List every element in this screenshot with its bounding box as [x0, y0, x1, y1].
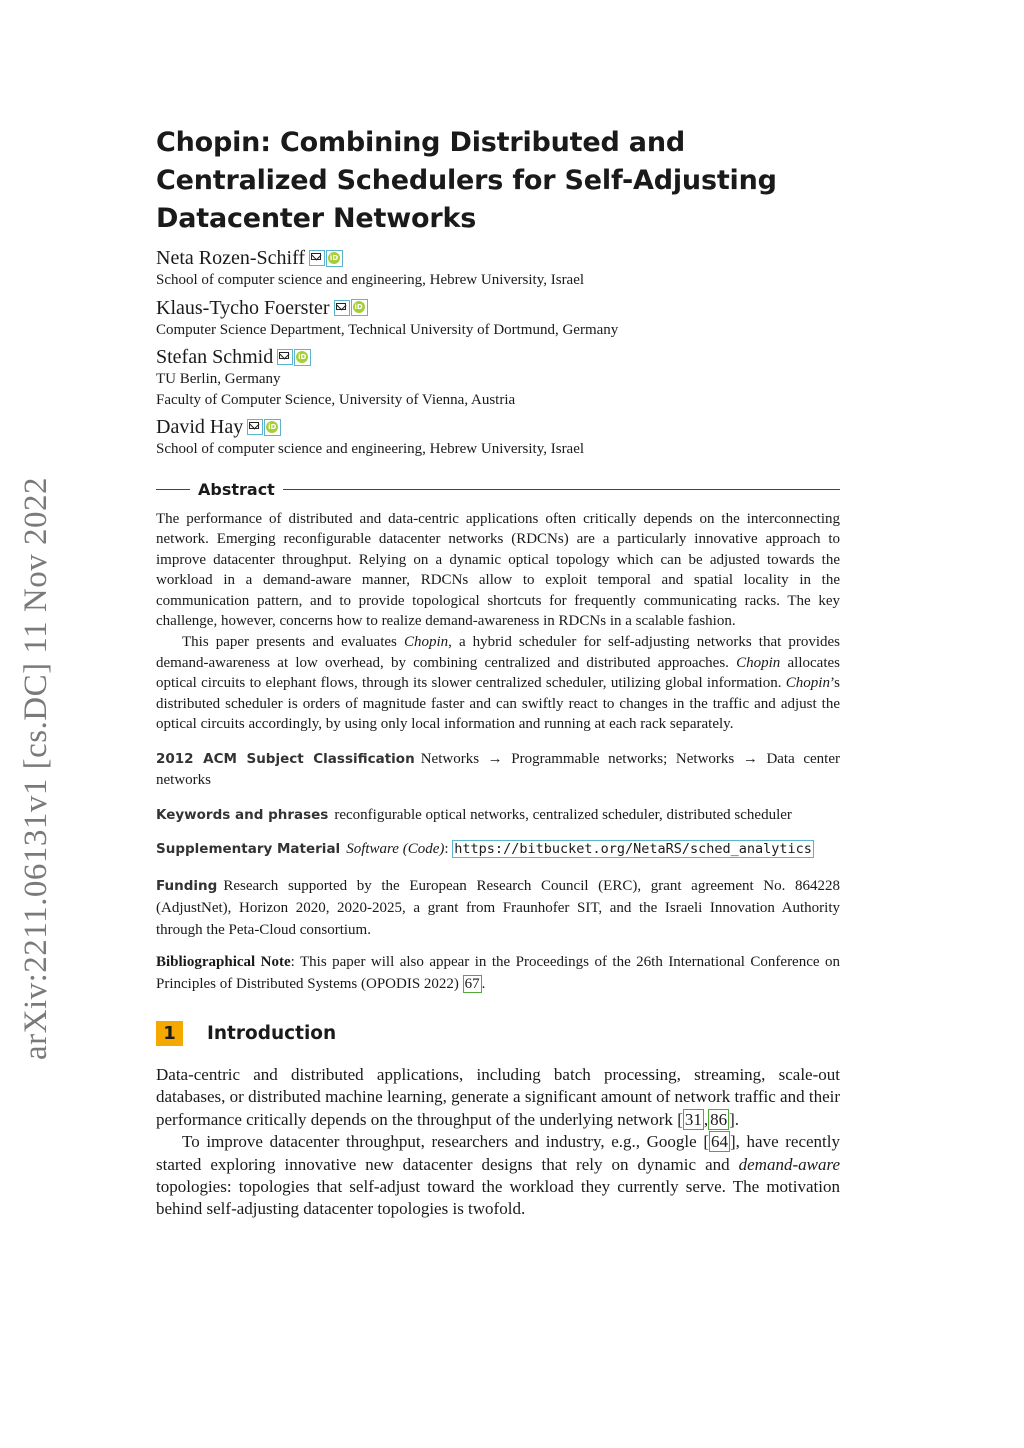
orcid-icon-label: iD [268, 422, 277, 431]
chopin-name: Chopin [785, 675, 830, 692]
author-line [156, 296, 840, 320]
author-affiliation: School of computer science and engineering, Hebrew University, Israel [156, 441, 585, 457]
supplementary-kind: Software (Code) [346, 841, 445, 858]
author-block [156, 415, 840, 460]
author-contact-icons [277, 349, 311, 366]
chopin-name: Chopin [736, 654, 781, 671]
author-contact-icons [309, 250, 343, 267]
abstract-paragraph-2: This paper presents and evaluates Chopin, a hybrid scheduler for self-adjusting networks that provides demand-awareness at low overhead, by combining centralized and distributed approaches. Chopin allocates optical circuits to elephant flows, through its slower centralized scheduler, utilizing global information. Chopin’s distributed scheduler is orders of magnitude faster and can swiftly react to changes in the traffic and adjust the optical circuits accordingly, by using only local information and running at each rack separately. [156, 634, 840, 733]
keywords-label: Keywords and phrases [156, 807, 329, 824]
author-name: Klaus-Tycho Foerster [156, 296, 330, 319]
orcid-icon[interactable] [294, 349, 311, 366]
abstract-heading: Abstract [198, 479, 275, 499]
abstract-paragraph-1: The performance of distributed and data-centric applications often critically depends on the interconnecting network. Emerging reconfigurable datacenter networks (RDCNs) are a particularly innovative approach to improve datacenter throughput. Relying on a dynamic optical topology which can be adjusted towards the workload in a demand-aware manner, RDCNs allow to exploit temporal and spatial locality in the communication pattern, and to provide topological shortcuts for frequently communicating racks. The key challenge, however, concerns how to realize demand-awareness in RDCNs in a scalable fashion. [156, 510, 840, 630]
citation-link[interactable]: 86 [710, 1109, 728, 1129]
orcid-icon-label: iD [354, 303, 363, 311]
citation-link[interactable]: 64 [711, 1132, 728, 1152]
supplementary-url-link[interactable]: https://bitbucket.org/NetaRS/sched_analytics [454, 841, 812, 858]
author-affiliation: School of computer science and engineering, Hebrew University, Israel [156, 272, 585, 288]
arxiv-identifier: arXiv:2211.06131v1 [cs.DC] 11 Nov 2022 [18, 477, 54, 1060]
author-contact-icons [334, 299, 368, 316]
author-name: David Hay [156, 416, 244, 438]
supplementary-label: Supplementary Material [156, 841, 341, 858]
chopin-name: Chopin [403, 634, 449, 651]
intro-paragraph-1: Data-centric and distributed applications, including batch processing, streaming, scale-out databases, or distributed machine learning, generate a significant amount of network traffic and their performance critically depends on the throughput of the underlying network [ 31 , 86 ]. [156, 1065, 840, 1129]
email-icon[interactable] [334, 300, 350, 316]
author-name: Stefan Schmid [156, 346, 274, 368]
bibliographical-note: Bibliographical Note: This paper will also appear in the Proceedings of the 26th International Conference on Principles of Distributed Systems (OPODIS 2022) 67 . [156, 954, 840, 993]
author-affiliation: Computer Science Department, Technical University of Dortmund, Germany [156, 321, 619, 338]
author-affiliation: Faculty of Computer Science, University of Vienna, Austria [156, 391, 516, 408]
citation-link[interactable]: 67 [464, 976, 480, 993]
orcid-icon[interactable] [351, 299, 368, 316]
intro-paragraph-2: To improve datacenter throughput, researchers and industry, e.g., Google [ 64 ], have recently started exploring innovative new datacenter designs that rely on dynamic and demand-aware topologies: topologies that self-adjust toward the workload they currently serve. The motivation behind self-adjusting datacenter topologies is twofold. [156, 1132, 840, 1219]
author-contact-icons [247, 419, 281, 436]
paper-page [156, 124, 840, 1221]
author-line [156, 246, 840, 270]
funding-label: Funding [156, 878, 218, 895]
acm-classification [156, 749, 840, 791]
funding-text: Research supported by the European Research Council (ERC), grant agreement No. 864228 (AdjustNet), Horizon 2020, 2020-2025, a grant from Fraunhofer SIT, and the Israeli Innovation Authority through the Peta-Cloud consortium. [156, 878, 840, 939]
section-title: Introduction [207, 1023, 337, 1045]
orcid-icon[interactable] [326, 250, 343, 267]
author-affiliation: TU Berlin, Germany [156, 371, 281, 387]
keywords-text: reconfigurable optical networks, centralized scheduler, distributed scheduler [334, 807, 792, 824]
abstract-rule [156, 480, 840, 499]
acm-label: 2012 ACM Subject Classification [156, 751, 415, 768]
paper-title: Chopin: Combining Distributed and Centralized Schedulers for Self-Adjusting Datacenter Networks [156, 127, 777, 234]
orcid-icon-label: iD [298, 352, 307, 361]
biblio-label: Bibliographical Note [156, 954, 291, 971]
author-block [156, 246, 840, 291]
author-line [156, 415, 840, 439]
author-line [156, 345, 840, 369]
orcid-icon[interactable] [264, 419, 281, 436]
section-number: 1 [156, 1021, 183, 1046]
email-icon[interactable] [277, 349, 293, 365]
email-icon[interactable] [309, 250, 325, 266]
abstract-body [156, 509, 840, 736]
author-name: Neta Rozen-Schiff [156, 247, 306, 269]
acm-text: Networks → Programmable networks; Networks → Data center networks [156, 751, 840, 789]
section-heading [156, 1021, 840, 1046]
supplementary-material: Supplementary Material Software (Code): https://bitbucket.org/NetaRS/sched_analytics [156, 841, 812, 858]
funding [156, 875, 840, 941]
email-icon[interactable] [247, 419, 263, 435]
citation-link[interactable]: 31 [684, 1109, 702, 1129]
keywords [156, 805, 840, 826]
author-block [156, 296, 840, 341]
introduction-body [156, 1064, 840, 1221]
author-list [156, 246, 840, 460]
demand-aware-term: demand-aware [738, 1154, 840, 1174]
orcid-icon-label: iD [329, 253, 339, 262]
author-block [156, 345, 840, 410]
